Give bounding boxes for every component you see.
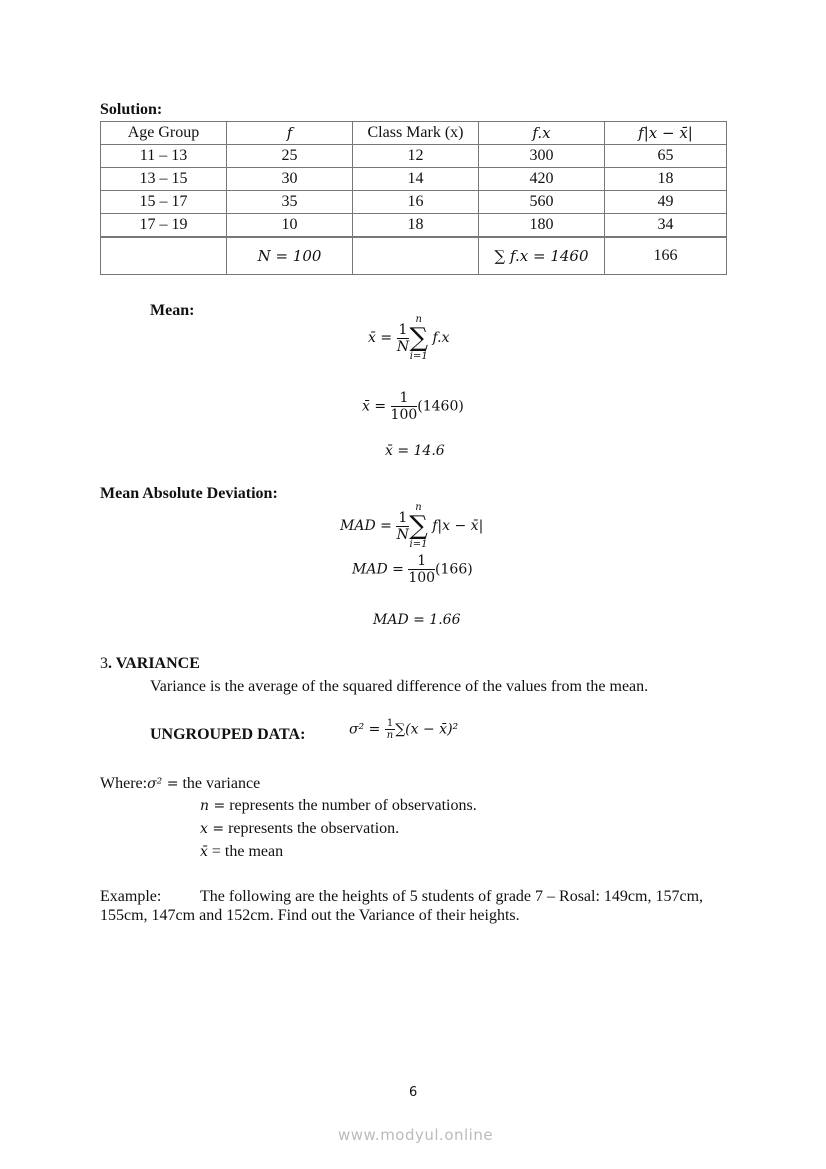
denominator: 100 bbox=[408, 570, 436, 586]
cell: 180 bbox=[479, 214, 605, 238]
mad-heading: Mean Absolute Deviation: bbox=[100, 485, 278, 502]
cell: 11 – 13 bbox=[101, 145, 227, 168]
eq-rest: (1460) bbox=[417, 398, 464, 415]
cell: 15 – 17 bbox=[101, 191, 227, 214]
eq-lhs: x̄ = bbox=[368, 330, 393, 346]
header-f: f bbox=[227, 122, 353, 145]
ungrouped-label: UNGROUPED DATA: bbox=[150, 726, 306, 743]
cell: 16 bbox=[353, 191, 479, 214]
cell: 49 bbox=[605, 191, 727, 214]
total-abs-dev: 166 bbox=[605, 237, 727, 275]
fraction bbox=[396, 510, 409, 543]
example-line-2: 155cm, 147cm and 152cm. Find out the Variance of their heights. bbox=[100, 907, 520, 924]
mad-formula bbox=[340, 502, 483, 550]
cell: 25 bbox=[227, 145, 353, 168]
mean-substitution bbox=[362, 390, 464, 423]
denominator: n bbox=[386, 730, 394, 741]
cell: 34 bbox=[605, 214, 727, 238]
symbol: σ² = bbox=[147, 776, 179, 792]
summation-icon: n ∑ i=1 bbox=[409, 502, 428, 550]
total-fx: ∑ f.x = 1460 bbox=[479, 237, 605, 275]
table-row bbox=[101, 191, 727, 214]
total-n: N = 100 bbox=[227, 237, 353, 275]
numerator: 1 bbox=[408, 553, 435, 570]
upper-limit: n bbox=[415, 314, 422, 325]
variance-definition: Variance is the average of the squared difference of the values from the mean. bbox=[150, 678, 649, 695]
header-fx: f.x bbox=[479, 122, 605, 145]
section-number: 3 bbox=[100, 655, 108, 672]
frequency-table bbox=[100, 121, 727, 275]
header-abs-dev: f|x − x̄| bbox=[605, 122, 727, 145]
mean-heading: Mean: bbox=[150, 302, 195, 319]
numerator: 1 bbox=[386, 718, 394, 729]
eq-lhs: MAD = bbox=[340, 518, 392, 534]
mad-substitution bbox=[352, 553, 473, 586]
header-class-mark: Class Mark (x) bbox=[353, 122, 479, 145]
cell: 30 bbox=[227, 168, 353, 191]
numerator: 1 bbox=[398, 509, 408, 526]
where-line-1 bbox=[100, 775, 260, 793]
denominator: 100 bbox=[390, 407, 418, 423]
cell: 10 bbox=[227, 214, 353, 238]
where-line-4 bbox=[200, 843, 283, 861]
where-line-2 bbox=[200, 797, 477, 815]
table-row bbox=[101, 214, 727, 238]
mean-result: x̄ = 14.6 bbox=[385, 443, 445, 459]
eq-rest: f.x bbox=[432, 330, 450, 346]
where-label: Where: bbox=[100, 775, 148, 792]
eq-lhs: MAD = bbox=[352, 561, 404, 578]
cell: 13 – 15 bbox=[101, 168, 227, 191]
fraction bbox=[408, 553, 435, 586]
symbol: x̄ bbox=[200, 844, 208, 860]
numerator: 1 bbox=[398, 321, 408, 338]
watermark: www.modyul.online bbox=[338, 1126, 494, 1144]
lower-limit: i=1 bbox=[409, 351, 428, 362]
denominator: N bbox=[396, 526, 409, 543]
eq-rest: ∑(x − x̄)² bbox=[395, 721, 459, 738]
variance-heading bbox=[100, 655, 200, 673]
fraction bbox=[397, 322, 410, 355]
cell: 14 bbox=[353, 168, 479, 191]
definition-text: = the mean bbox=[211, 843, 284, 860]
denominator: N bbox=[396, 338, 410, 355]
eq-lhs: x̄ = bbox=[362, 398, 387, 415]
fraction bbox=[391, 390, 418, 423]
cell bbox=[101, 237, 227, 275]
summation-icon: n ∑ i=1 bbox=[409, 314, 429, 362]
cell: 300 bbox=[479, 145, 605, 168]
eq-lhs: σ² = bbox=[349, 721, 381, 738]
lower-limit: i=1 bbox=[409, 539, 428, 550]
cell: 17 – 19 bbox=[101, 214, 227, 238]
numerator: 1 bbox=[391, 390, 418, 407]
header-age-group: Age Group bbox=[101, 122, 227, 145]
table-row bbox=[101, 168, 727, 191]
definition-text: represents the number of observations. bbox=[229, 797, 477, 814]
where-line-3 bbox=[200, 820, 399, 838]
symbol: n = bbox=[200, 798, 226, 814]
solution-label: Solution: bbox=[100, 101, 163, 118]
cell: 560 bbox=[479, 191, 605, 214]
mad-result: MAD = 1.66 bbox=[373, 612, 461, 628]
cell: 18 bbox=[353, 214, 479, 238]
eq-rest: f|x − x̄| bbox=[432, 518, 484, 534]
symbol: x = bbox=[200, 821, 225, 837]
definition-text: the variance bbox=[182, 775, 261, 792]
eq-rest: (166) bbox=[435, 561, 473, 578]
example-label: Example: bbox=[100, 888, 162, 905]
cell: 420 bbox=[479, 168, 605, 191]
section-title: . VARIANCE bbox=[108, 655, 200, 672]
cell: 65 bbox=[605, 145, 727, 168]
definition-text: represents the observation. bbox=[228, 820, 400, 837]
mean-formula bbox=[368, 314, 450, 362]
fraction bbox=[385, 718, 395, 741]
table-header-row bbox=[101, 122, 727, 145]
table-row bbox=[101, 145, 727, 168]
page-number: 6 bbox=[409, 1085, 418, 1100]
cell: 35 bbox=[227, 191, 353, 214]
cell bbox=[353, 237, 479, 275]
upper-limit: n bbox=[415, 502, 422, 513]
cell: 12 bbox=[353, 145, 479, 168]
example-line-1: The following are the heights of 5 students of grade 7 – Rosal: 149cm, 157cm, bbox=[200, 888, 704, 905]
table-totals-row bbox=[101, 237, 727, 275]
cell: 18 bbox=[605, 168, 727, 191]
variance-formula bbox=[349, 718, 458, 741]
